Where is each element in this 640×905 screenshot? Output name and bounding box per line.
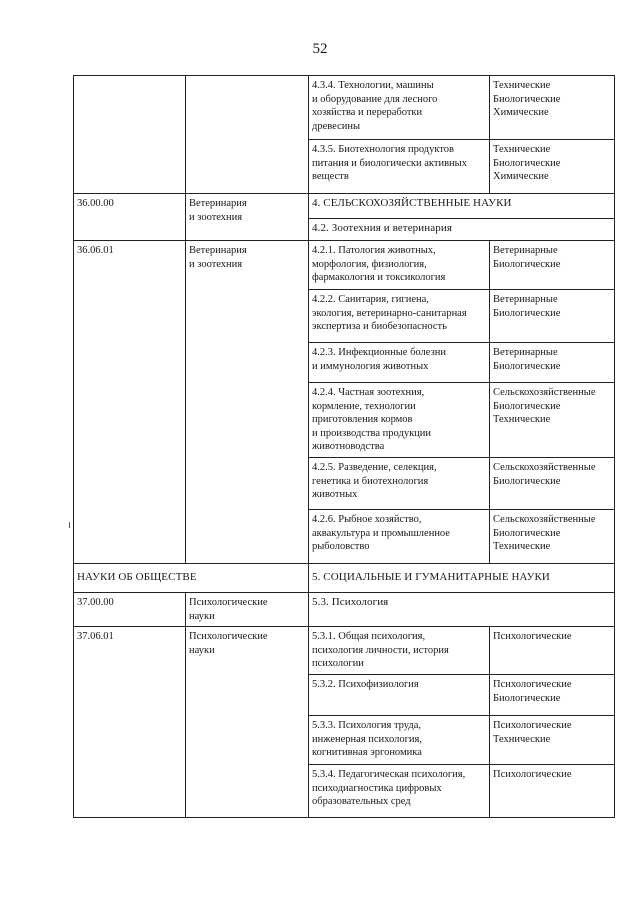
code-cell [74,76,186,194]
science-fields-cell: Психологические Биологические [490,674,615,715]
table-row [74,564,615,593]
specialty-cell: 5.3.3. Психология труда, инженерная психология, когнитивная эргономика [309,715,490,764]
program-name-cell: Ветеринария и зоотехния [186,241,309,564]
science-fields-cell: Психологические [490,627,615,675]
science-fields-cell: Психологические [490,764,615,817]
program-name-cell: Ветеринария и зоотехния [186,194,309,241]
table-row [74,241,615,290]
code-cell: 37.06.01 [74,627,186,818]
code-cell: 37.00.00 [74,593,186,627]
specialty-cell: 5.3.2. Психофизиология [309,674,490,715]
group-title-left: НАУКИ ОБ ОБЩЕСТВЕ [74,564,309,593]
table-row [74,593,615,627]
program-name-cell: Психологические науки [186,627,309,818]
specialty-cell: 4.2.5. Разведение, селекция, генетика и биотехнология животных [309,458,490,510]
page-number: 52 [312,41,328,57]
science-area-cell: 4.2. Зоотехния и ветеринария [309,219,615,241]
specialty-cell: 4.3.5. Биотехнология продуктов питания и биологически активных веществ [309,140,490,194]
science-fields-cell: Технические Биологические Химические [490,140,615,194]
group-title-right: 5. СОЦИАЛЬНЫЕ И ГУМАНИТАРНЫЕ НАУКИ [309,564,615,593]
scan-mark [69,522,70,528]
specialty-cell: 4.2.6. Рыбное хозяйство, аквакультура и промышленное рыболовство [309,510,490,564]
code-cell: 36.06.01 [74,241,186,564]
science-fields-cell: Сельскохозяйственные Биологические Технические [490,510,615,564]
science-fields-cell: Сельскохозяйственные Биологические [490,458,615,510]
code-cell: 36.00.00 [74,194,186,241]
specialties-table [73,75,615,818]
specialty-cell: 5.3.1. Общая психология, психология личности, история психологии [309,627,490,675]
specialty-cell: 4.2.2. Санитария, гигиена, экология, ветеринарно-санитарная экспертиза и биобезопасность [309,290,490,343]
program-name-cell [186,76,309,194]
table-row [74,76,615,140]
specialty-cell: 4.2.1. Патология животных, морфология, физиология, фармакология и токсикология [309,241,490,290]
table-row [74,627,615,675]
specialty-cell: 4.2.3. Инфекционные болезни и иммунология животных [309,343,490,383]
science-area-cell: 4. СЕЛЬСКОХОЗЯЙСТВЕННЫЕ НАУКИ [309,194,615,219]
science-fields-cell: Психологические Технические [490,715,615,764]
table-row [74,194,615,219]
science-fields-cell: Сельскохозяйственные Биологические Технические [490,383,615,458]
specialty-cell: 5.3.4. Педагогическая психология, психодиагностика цифровых образовательных сред [309,764,490,817]
science-fields-cell: Технические Биологические Химические [490,76,615,140]
science-fields-cell: Ветеринарные Биологические [490,241,615,290]
specialty-cell: 4.2.4. Частная зоотехния, кормление, технологии приготовления кормов и производства продукции животноводства [309,383,490,458]
science-fields-cell: Ветеринарные Биологические [490,290,615,343]
specialty-cell: 4.3.4. Технологии, машины и оборудование для лесного хозяйства и переработки древесины [309,76,490,140]
science-fields-cell: Ветеринарные Биологические [490,343,615,383]
science-area-cell: 5.3. Психология [309,593,615,627]
program-name-cell: Психологические науки [186,593,309,627]
